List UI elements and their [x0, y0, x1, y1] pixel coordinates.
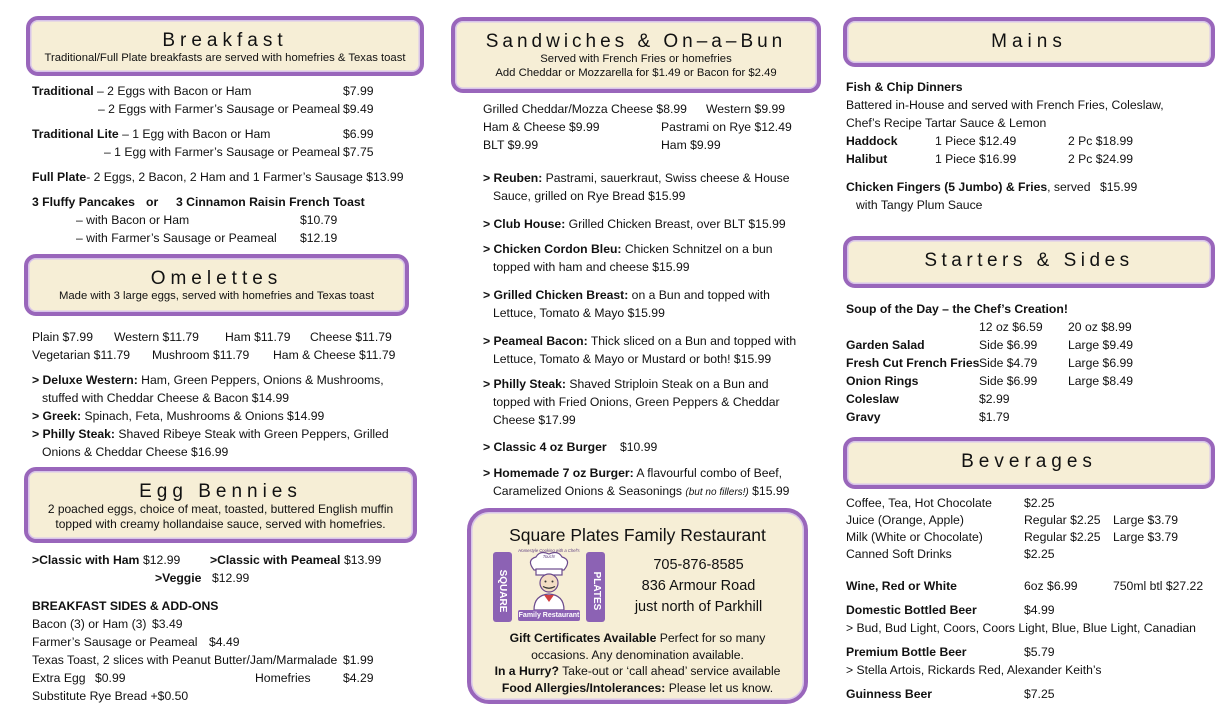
menu-item: Sauce, grilled on Rye Bread $15.99 [493, 189, 686, 203]
menu-item: > Deluxe Western: Ham, Green Peppers, Onions & Mushrooms, [32, 373, 384, 387]
menu-item: Fresh Cut French Fries Side $4.79 Large $6.99 [846, 356, 1134, 370]
restaurant-address: 836 Armour Road [641, 578, 756, 594]
menu-item: Vegetarian $11.79 Mushroom $11.79 Ham & Cheese $11.79 [32, 348, 396, 362]
menu-item: Milk (White or Chocolate) Regular $2.25 Large $3.79 [846, 530, 1179, 544]
menu-item: Chef’s Recipe Tartar Sauce & Lemon [846, 116, 1047, 130]
logo-plates-text: PLATES [591, 571, 602, 611]
menu-item: with Tangy Plum Sauce [856, 198, 983, 212]
menu-item: Guinness Beer $7.25 [846, 687, 1055, 701]
menu-item: Domestic Bottled Beer $4.99 [846, 603, 1055, 617]
menu-item: Texas Toast, 2 slices with Peanut Butter/Jam/Marmalade $1.99 [32, 653, 374, 667]
restaurant-notes [471, 630, 804, 696]
menu-item: Extra Egg $0.99 Homefries $4.29 [32, 671, 374, 685]
menu-item: Coffee, Tea, Hot Chocolate $2.25 [846, 496, 1055, 510]
menu-item: > Chicken Cordon Bleu: Chicken Schnitzel on a bun [483, 242, 773, 256]
logo-square-text: SQUARE [497, 569, 508, 613]
bennies-title: Egg Bennies [139, 481, 302, 502]
menu-item: Plain $7.99 Western $11.79 Ham $11.79 Cheese $11.79 [32, 330, 392, 344]
breakfast-sides [32, 597, 422, 705]
menu-item: Farmer’s Sausage or Peameal $4.49 [32, 635, 240, 649]
restaurant-logo [493, 550, 605, 626]
menu-item: Lettuce, Tomato & Mayo or Mustard or both! $15.99 [493, 352, 772, 366]
menu-item: Lettuce, Tomato & Mayo $15.99 [493, 306, 665, 320]
starters-items [846, 300, 1216, 426]
sandwiches-subtitle-2: Add Cheddar or Mozzarella for $1.49 or Bacon for $2.49 [495, 67, 777, 80]
starters-header [843, 236, 1215, 288]
menu-item: > Reuben: Pastrami, sauerkraut, Swiss cheese & House [483, 171, 790, 185]
menu-item: > Homemade 7 oz Burger: A flavourful combo of Beef, [483, 466, 783, 480]
menu-item: – 2 Eggs with Farmer’s Sausage or Peameal $9.49 [98, 102, 374, 116]
menu-item: Chicken Fingers (5 Jumbo) & Fries, served $15.99 [846, 180, 1138, 194]
menu-item: 12 oz $6.59 20 oz $8.99 [979, 320, 1132, 334]
omelette-items [32, 328, 422, 461]
menu-item: Grilled Cheddar/Mozza Cheese $8.99 Western $9.99 [483, 102, 786, 116]
gift-denomination: occasions. Any denomination available. [531, 647, 744, 662]
beverages-header [843, 437, 1215, 489]
menu-item: Canned Soft Drinks $2.25 [846, 547, 1055, 561]
sandwiches-title: Sandwiches & On–a–Bun [485, 31, 787, 52]
menu-item: > Grilled Chicken Breast: on a Bun and topped with [483, 288, 770, 302]
menu-item: Juice (Orange, Apple) Regular $2.25 Large $3.79 [846, 513, 1179, 527]
menu-item: Full Plate- 2 Eggs, 2 Bacon, 2 Ham and 1 Farmer’s Sausage $13.99 [32, 170, 404, 184]
menu-item: Caramelized Onions & Seasonings (but no fillers!) $15.99 [493, 484, 790, 498]
menu-item: topped with ham and cheese $15.99 [493, 260, 690, 274]
menu-item: – 1 Egg with Farmer’s Sausage or Peameal $7.75 [104, 145, 374, 159]
menu-item: Coleslaw $2.99 [846, 392, 1010, 406]
menu-item: Soup of the Day – the Chef’s Creation! [846, 302, 1068, 316]
menu-item: – with Farmer’s Sausage or Peameal $12.19 [76, 231, 338, 245]
menu-item: > Bud, Bud Light, Coors, Coors Light, Blue, Blue Light, Canadian [846, 621, 1196, 635]
restaurant-phone: 705-876-8585 [653, 557, 744, 573]
menu-item: > Greek: Spinach, Feta, Mushrooms & Onions $14.99 [32, 409, 325, 423]
menu-item: Gravy $1.79 [846, 410, 1010, 424]
omelettes-title: Omelettes [150, 268, 283, 289]
gift-certificates: Gift Certificates Available Perfect for so many [509, 631, 766, 645]
mains-items [846, 78, 1216, 214]
beverages-title: Beverages [961, 451, 1097, 472]
menu-item: >Classic with Ham $12.99 >Classic with Peameal $13.99 [32, 553, 382, 567]
menu-item: > Stella Artois, Rickards Red, Alexander Keith’s [846, 663, 1102, 677]
menu-item: Premium Bottle Beer $5.79 [846, 645, 1055, 659]
menu-item: > Peameal Bacon: Thick sliced on a Bun and topped with [483, 334, 797, 348]
bennies-subtitle-1: 2 poached eggs, choice of meat, toasted, buttered English muffin [47, 501, 394, 516]
breakfast-header [26, 16, 424, 76]
menu-item: Ham & Cheese $9.99 Pastrami on Rye $12.49 [483, 120, 792, 134]
menu-item: Substitute Rye Bread +$0.50 [32, 689, 189, 703]
logo-banner-text: Family Restaurant [518, 612, 580, 619]
restaurant-info-box [467, 508, 808, 704]
menu-item: Wine, Red or White 6oz $6.99 750ml btl $27.22 [846, 579, 1204, 593]
mains-title: Mains [991, 31, 1067, 52]
menu-item: Traditional – 2 Eggs with Bacon or Ham $7.99 [32, 84, 374, 98]
bennies-subtitle-2: topped with creamy hollandaise sauce, served with homefries. [55, 517, 386, 532]
menu-item: > Philly Steak: Shaved Ribeye Steak with Green Peppers, Grilled [32, 427, 389, 441]
menu-item: Onions & Cheddar Cheese $16.99 [42, 445, 229, 459]
mains-header [843, 17, 1215, 67]
menu-item: Battered in-House and served with French Fries, Coleslaw, [846, 98, 1164, 112]
sandwiches-subtitle-1: Served with French Fries or homefries [540, 52, 732, 65]
menu-item: > Club House: Grilled Chicken Breast, over BLT $15.99 [483, 217, 786, 231]
bennies-items [32, 551, 422, 587]
sides-heading: BREAKFAST SIDES & ADD-ONS [32, 599, 219, 613]
menu-item: Garden Salad Side $6.99 Large $9.49 [846, 338, 1134, 352]
bennies-header [24, 467, 417, 543]
menu-item: Fish & Chip Dinners [846, 80, 963, 94]
restaurant-name: Square Plates Family Restaurant [509, 525, 766, 545]
omelettes-header [24, 254, 409, 316]
menu-item: topped with Fried Onions, Green Peppers & Cheddar [493, 395, 780, 409]
restaurant-location: just north of Parkhill [634, 599, 763, 615]
logo-arc-text: Homestyle Cooking with a Chef's Touch! [518, 548, 580, 559]
menu-item: Cheese $17.99 [493, 413, 576, 427]
menu-item: stuffed with Cheddar Cheese & Bacon $14.99 [42, 391, 290, 405]
breakfast-items [32, 82, 422, 247]
menu-item: – with Bacon or Ham $10.79 [76, 213, 338, 227]
beverage-items [846, 495, 1216, 703]
starters-title: Starters & Sides [924, 250, 1134, 271]
menu-item: Halibut 1 Piece $16.99 2 Pc $24.99 [846, 152, 1134, 166]
menu-item: > Classic 4 oz Burger $10.99 [483, 440, 658, 454]
menu-item: Onion Rings Side $6.99 Large $8.49 [846, 374, 1134, 388]
omelettes-subtitle: Made with 3 large eggs, served with homefries and Texas toast [58, 289, 375, 302]
takeout-note: In a Hurry? Take-out or ‘call ahead’ service available [494, 664, 781, 678]
menu-item: Bacon (3) or Ham (3) $3.49 [32, 617, 183, 631]
sandwiches-header [451, 17, 821, 93]
breakfast-subtitle: Traditional/Full Plate breakfasts are served with homefries & Texas toast [44, 51, 406, 64]
menu-item: Haddock 1 Piece $12.49 2 Pc $18.99 [846, 134, 1134, 148]
menu-item: BLT $9.99 Ham $9.99 [483, 138, 721, 152]
allergy-note: Food Allergies/Intolerances: Please let us know. [501, 680, 774, 695]
breakfast-title: Breakfast [162, 30, 288, 51]
menu-item: >Veggie $12.99 [155, 571, 250, 585]
menu-item: 3 Fluffy Pancakes or 3 Cinnamon Raisin French Toast [32, 195, 365, 209]
menu-item: Traditional Lite – 1 Egg with Bacon or Ham $6.99 [32, 127, 374, 141]
menu-item: > Philly Steak: Shaved Striploin Steak on a Bun and [483, 377, 769, 391]
sandwich-items [483, 100, 823, 500]
